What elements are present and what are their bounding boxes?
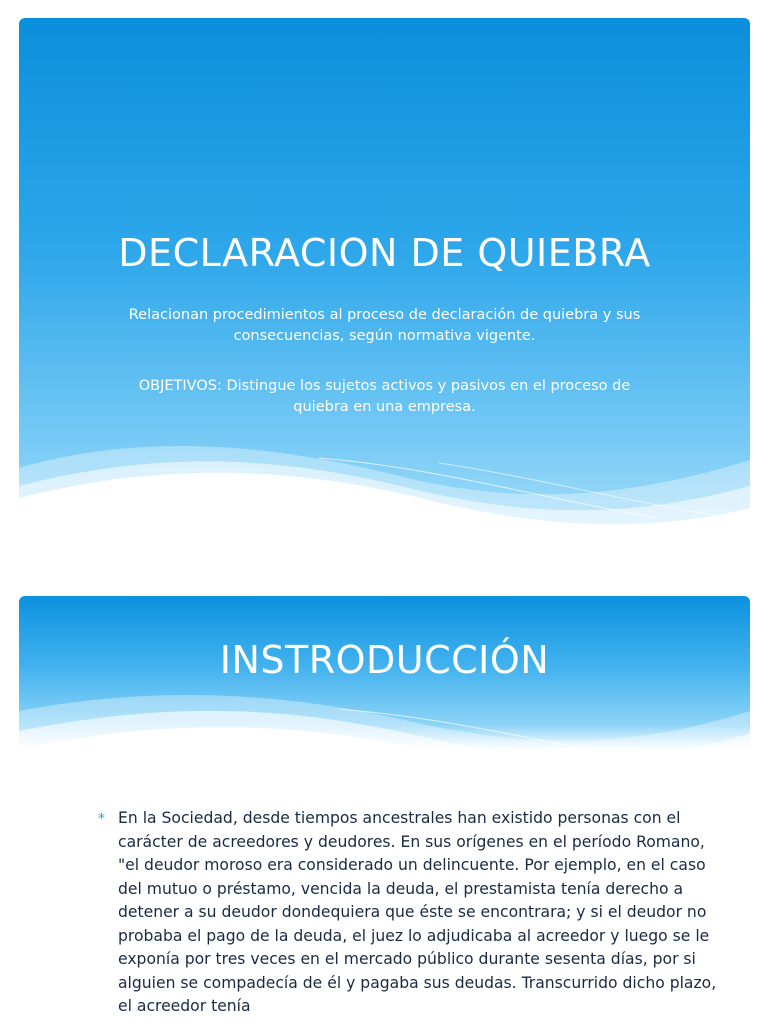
introduction-slide xyxy=(19,596,750,1024)
bullet-paragraph: En la Sociedad, desde tiempos ancestrales han existido personas con el carácter de acreedores y deudores. En sus orígenes en el período Romano, "el deudor moroso era considerado un delincuente. Por ejemplo, en el caso del mutuo o préstamo, vencida la deuda, el prestamista tenía derecho a detener a su deudor dondequiera que éste se encontrara; y si el deudor no probaba el pago de la deuda, el juez lo adjudicaba al acreedor y luego se le exponía por tres veces en el mercado público durante sesenta días, por si alguien se compadecía de él y pagaba sus deudas. Transcurrido dicho plazo, el acreedor tenía xyxy=(118,809,717,1015)
wave-decoration xyxy=(19,438,750,540)
title-slide xyxy=(19,18,750,540)
slide-title: DECLARACION DE QUIEBRA xyxy=(118,231,651,275)
bullet-icon: * xyxy=(98,811,105,827)
slide-objectives: OBJETIVOS: Distingue los sujetos activos y pasivos en el proceso de quiebra en una empresa. xyxy=(138,378,631,415)
slide-subtitle: Relacionan procedimientos al proceso de declaración de quiebra y sus consecuencias, según normativa vigente. xyxy=(128,307,641,344)
wave-decoration xyxy=(19,691,750,801)
slide-title: INSTRODUCCIÓN xyxy=(219,638,550,682)
